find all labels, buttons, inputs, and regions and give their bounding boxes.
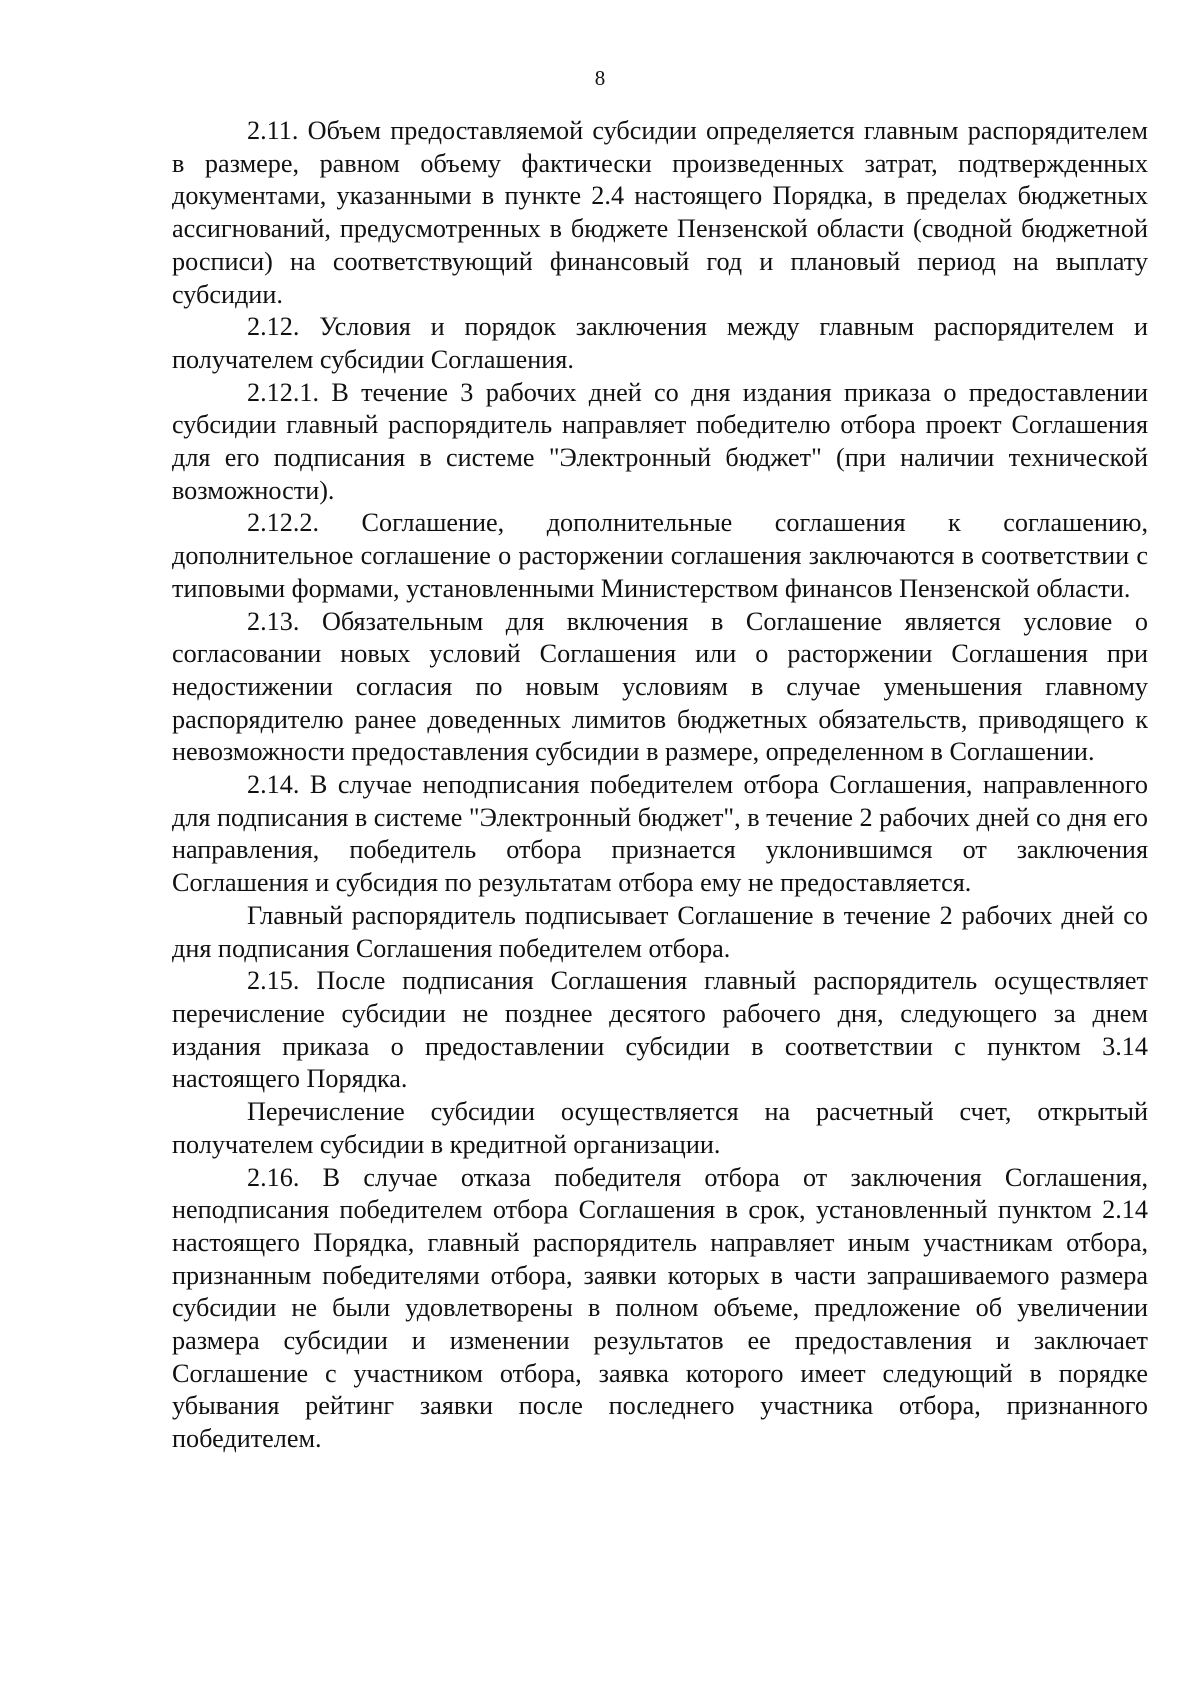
paragraph-2-15: 2.15. После подписания Соглашения главный распорядитель осуществляет перечисление субсидии не позднее десятого рабочего дня, следующего за днем издания приказа о предоставлении субсидии в соответствии с пунктом 3.14 настоящего Порядка.	[172, 966, 1148, 1094]
paragraph-2-16: 2.16. В случае отказа победителя отбора от заключения Соглашения, неподписания победителем отбора Соглашения в срок, установленный пунктом 2.14 настоящего Порядка, главный распорядитель направляет иным участникам отбора, признанным победителями отбора, заявки которых в части запрашиваемого размера субсидии не были удовлетворены в полном объеме, предложение об увеличении размера субсидии и изменении результатов ее предоставления и заключает Соглашение с участником отбора, заявка которого имеет следующий в порядке убывания рейтинг заявки после последнего участника отбора, признанного победителем.	[172, 1162, 1148, 1454]
document-body	[172, 115, 1148, 1456]
paragraph-2-12: 2.12. Условия и порядок заключения между главным распорядителем и получателем субсидии Соглашения.	[172, 312, 1148, 374]
paragraph-2-13: 2.13. Обязательным для включения в Соглашение является условие о согласовании новых условий Соглашения или о расторжении Соглашения при недостижении согласия по новым условиям в случае уменьшения главному распорядителю ранее доведенных лимитов бюджетных обязательств, приводящего к невозможности предоставления субсидии в размере, определенном в Соглашении.	[172, 606, 1148, 767]
paragraph-2-11: 2.11. Объем предоставляемой субсидии определяется главным распорядителем в размере, равном объему фактически произведенных затрат, подтвержденных документами, указанными в пункте 2.4 настоящего Порядка, в пределах бюджетных ассигнований, предусмотренных в бюджете Пензенской области (сводной бюджетной росписи) на соответствующий финансовый год и плановый период на выплату субсидии.	[172, 116, 1148, 309]
paragraph-2-12-1: 2.12.1. В течение 3 рабочих дней со дня издания приказа о предоставлении субсидии главный распорядитель направляет победителю отбора проект Соглашения для его подписания в системе "Электронный бюджет" (при наличии технической возможности).	[172, 377, 1148, 505]
paragraph-2-12-2: 2.12.2. Соглашение, дополнительные соглашения к соглашению, дополнительное соглашение о расторжении соглашения заключаются в соответствии с типовыми формами, установленными Министерством финансов Пензенской области.	[172, 508, 1148, 603]
paragraph-2-14: 2.14. В случае неподписания победителем отбора Соглашения, направленного для подписания в системе "Электронный бюджет", в течение 2 рабочих дней со дня его направления, победитель отбора признается уклонившимся от заключения Соглашения и субсидия по результатам отбора ему не предоставляется.	[172, 770, 1148, 898]
paragraph-2-14-continuation: Главный распорядитель подписывает Соглашение в течение 2 рабочих дней со дня подписания Соглашения победителем отбора.	[172, 900, 1148, 963]
page-number: 8	[594, 66, 606, 90]
paragraph-2-15-continuation: Перечисление субсидии осуществляется на расчетный счет, открытый получателем субсидии в кредитной организации.	[172, 1097, 1148, 1159]
